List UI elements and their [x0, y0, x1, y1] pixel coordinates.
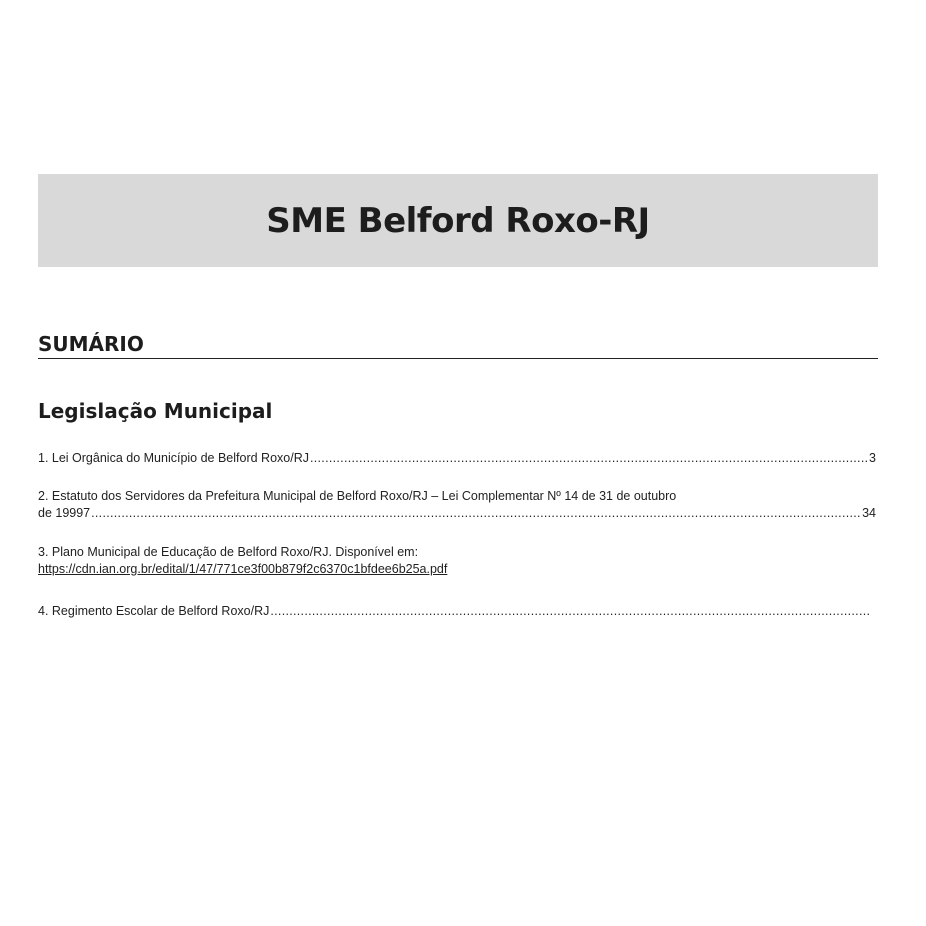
toc-entry-text-continued: de 19997	[38, 506, 91, 520]
toc-entry-3	[38, 544, 876, 578]
toc-entry-text: 3. Plano Municipal de Educação de Belford Roxo/RJ. Disponível em:	[38, 545, 419, 559]
toc-entry-text: 4. Regimento Escolar de Belford Roxo/RJ	[38, 604, 270, 618]
toc-entry-4[interactable]	[38, 603, 876, 620]
toc-entry-1[interactable]	[38, 450, 876, 467]
toc-entry-text: 1. Lei Orgânica do Município de Belford Roxo/RJ	[38, 451, 309, 465]
toc-leader-dots	[270, 603, 871, 620]
title-band	[38, 174, 878, 267]
summary-heading	[38, 332, 878, 359]
document-title: SME Belford Roxo-RJ	[266, 200, 650, 241]
toc-leader-dots	[91, 505, 861, 522]
section-heading: Legislação Municipal	[38, 399, 273, 423]
summary-heading-text: SUMÁRIO	[38, 332, 144, 356]
toc-entry-text: 2. Estatuto dos Servidores da Prefeitura Municipal de Belford Roxo/RJ – Lei Complementar Nº 14 de 31 de outubro	[38, 489, 677, 503]
toc-page-number: 34	[862, 506, 876, 520]
toc-page-number: 3	[869, 451, 876, 465]
toc-leader-dots	[310, 450, 868, 467]
toc-entry-link[interactable]: https://cdn.ian.org.br/edital/1/47/771ce3f00b879f2c6370c1bfdee6b25a.pdf	[38, 562, 448, 576]
toc-entry-2[interactable]	[38, 488, 876, 522]
